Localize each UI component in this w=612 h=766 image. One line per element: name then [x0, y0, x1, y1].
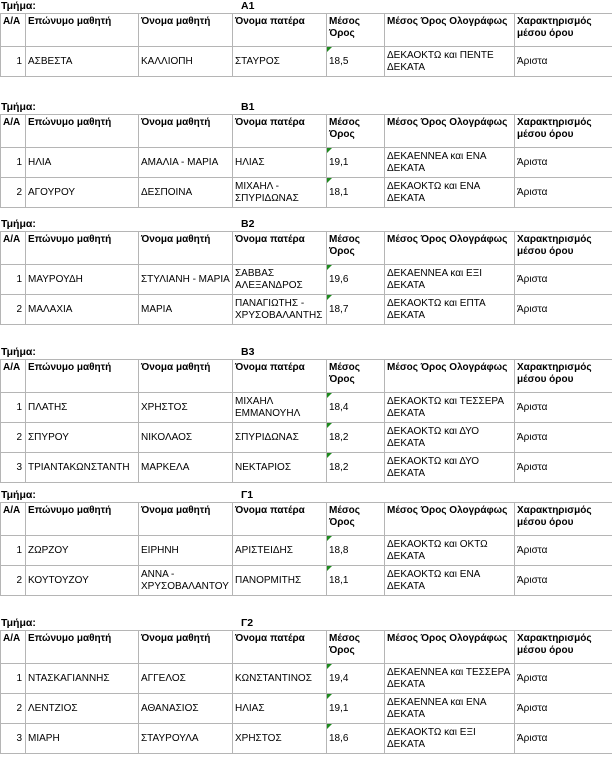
- header-row: [1, 631, 612, 664]
- header-col-avg-words: Μέσος Όρος Ολογράφως: [385, 14, 515, 47]
- col-name-cell: ΔΕΣΠΟΙΝΑ: [139, 178, 233, 208]
- col-father-cell: ΣΠΥΡΙΔΩΝΑΣ: [233, 423, 327, 453]
- col-father-cell: ΗΛΙΑΣ: [233, 148, 327, 178]
- table-row: [1, 566, 612, 596]
- col-father-cell: ΠΑΝΑΓΙΩΤΗΣ - ΧΡΥΣΟΒΑΛΑΝΤΗΣ: [233, 295, 327, 325]
- col-avg-cell: 18,7: [327, 295, 385, 325]
- col-avg-cell: 18,6: [327, 724, 385, 754]
- header-row: [1, 360, 612, 393]
- col-avg-words-cell: ΔΕΚΑΟΚΤΩ και ΔΥΟ ΔΕΚΑΤΑ: [385, 453, 515, 483]
- table-row: [1, 664, 612, 694]
- header-col-grade: Χαρακτηρισμός μέσου όρου: [515, 232, 612, 265]
- section-name: Γ2: [241, 617, 254, 629]
- col-grade-cell: Άριστα: [515, 47, 612, 77]
- section-label: Τμήμα:: [1, 617, 36, 629]
- students-table: [0, 359, 612, 483]
- col-avg-words-cell: ΔΕΚΑΕΝΝΕΑ και ΕΞΙ ΔΕΚΑΤΑ: [385, 265, 515, 295]
- section-b3: [0, 346, 612, 483]
- header-col-avg: Μέσος Όρος: [327, 631, 385, 664]
- col-surname-cell: ΝΤΑΣΚΑΓΙΑΝΝΗΣ: [26, 664, 139, 694]
- header-col-name: Όνομα μαθητή: [139, 360, 233, 393]
- section-title-bar: [0, 0, 612, 13]
- header-row: [1, 503, 612, 536]
- col-aa-cell: 3: [1, 724, 26, 754]
- col-father-cell: ΣΑΒΒΑΣ ΑΛΕΞΑΝΔΡΟΣ: [233, 265, 327, 295]
- section-title-bar: [0, 346, 612, 359]
- col-avg-cell: 19,6: [327, 265, 385, 295]
- col-father-cell: ΣΤΑΥΡΟΣ: [233, 47, 327, 77]
- col-surname-cell: ΗΛΙΑ: [26, 148, 139, 178]
- col-surname-cell: ΜΙΑΡΗ: [26, 724, 139, 754]
- col-avg-words-cell: ΔΕΚΑΟΚΤΩ και ΠΕΝΤΕ ΔΕΚΑΤΑ: [385, 47, 515, 77]
- col-avg-words-cell: ΔΕΚΑΟΚΤΩ και ΕΝΑ ΔΕΚΑΤΑ: [385, 566, 515, 596]
- header-col-avg-words: Μέσος Όρος Ολογράφως: [385, 631, 515, 664]
- col-father-cell: ΠΑΝΟΡΜΙΤΗΣ: [233, 566, 327, 596]
- students-table: [0, 13, 612, 77]
- table-row: [1, 178, 612, 208]
- students-table: [0, 502, 612, 596]
- col-surname-cell: ΠΛΑΤΗΣ: [26, 393, 139, 423]
- col-surname-cell: ΜΑΛΑΧΙΑ: [26, 295, 139, 325]
- header-col-father: Όνομα πατέρα: [233, 503, 327, 536]
- col-surname-cell: ΑΓΟΥΡΟΥ: [26, 178, 139, 208]
- section-label: Τμήμα:: [1, 346, 36, 358]
- table-row: [1, 536, 612, 566]
- header-col-surname: Επώνυμο μαθητή: [26, 631, 139, 664]
- section-g2: [0, 617, 612, 754]
- section-name: Β1: [241, 101, 255, 113]
- col-name-cell: ΕΙΡΗΝΗ: [139, 536, 233, 566]
- col-avg-cell: 18,2: [327, 453, 385, 483]
- header-col-father: Όνομα πατέρα: [233, 115, 327, 148]
- col-avg-cell: 19,4: [327, 664, 385, 694]
- header-col-aa: Α/Α: [1, 14, 26, 47]
- col-avg-words-cell: ΔΕΚΑΟΚΤΩ και ΕΞΙ ΔΕΚΑΤΑ: [385, 724, 515, 754]
- col-aa-cell: 2: [1, 423, 26, 453]
- col-aa-cell: 1: [1, 47, 26, 77]
- col-surname-cell: ΤΡΙΑΝΤΑΚΩΝΣΤΑΝΤΗ: [26, 453, 139, 483]
- col-name-cell: ΑΓΓΕΛΟΣ: [139, 664, 233, 694]
- section-title-bar: [0, 101, 612, 114]
- col-father-cell: ΜΙΧΑΗΛ ΕΜΜΑΝΟΥΗΛ: [233, 393, 327, 423]
- table-row: [1, 694, 612, 724]
- section-label: Τμήμα:: [1, 489, 36, 501]
- col-avg-cell: 19,1: [327, 694, 385, 724]
- header-col-grade: Χαρακτηρισμός μέσου όρου: [515, 503, 612, 536]
- col-grade-cell: Άριστα: [515, 265, 612, 295]
- col-grade-cell: Άριστα: [515, 148, 612, 178]
- section-b2: [0, 218, 612, 325]
- col-surname-cell: ΑΣΒΕΣΤΑ: [26, 47, 139, 77]
- col-grade-cell: Άριστα: [515, 423, 612, 453]
- header-col-father: Όνομα πατέρα: [233, 232, 327, 265]
- header-col-name: Όνομα μαθητή: [139, 503, 233, 536]
- section-label: Τμήμα:: [1, 101, 36, 113]
- col-avg-words-cell: ΔΕΚΑΟΚΤΩ και ΟΚΤΩ ΔΕΚΑΤΑ: [385, 536, 515, 566]
- col-name-cell: ΑΜΑΛΙΑ - ΜΑΡΙΑ: [139, 148, 233, 178]
- col-father-cell: ΚΩΝΣΤΑΝΤΙΝΟΣ: [233, 664, 327, 694]
- col-father-cell: ΝΕΚΤΑΡΙΟΣ: [233, 453, 327, 483]
- table-row: [1, 47, 612, 77]
- col-avg-words-cell: ΔΕΚΑΕΝΝΕΑ και ΕΝΑ ΔΕΚΑΤΑ: [385, 148, 515, 178]
- table-row: [1, 265, 612, 295]
- col-avg-words-cell: ΔΕΚΑΕΝΝΕΑ και ΤΕΣΣΕΡΑ ΔΕΚΑΤΑ: [385, 664, 515, 694]
- header-col-surname: Επώνυμο μαθητή: [26, 360, 139, 393]
- col-name-cell: ΜΑΡΚΕΛΑ: [139, 453, 233, 483]
- col-aa-cell: 1: [1, 664, 26, 694]
- table-row: [1, 423, 612, 453]
- header-col-surname: Επώνυμο μαθητή: [26, 14, 139, 47]
- header-row: [1, 14, 612, 47]
- col-aa-cell: 1: [1, 148, 26, 178]
- col-avg-cell: 18,8: [327, 536, 385, 566]
- col-grade-cell: Άριστα: [515, 393, 612, 423]
- header-col-grade: Χαρακτηρισμός μέσου όρου: [515, 360, 612, 393]
- col-name-cell: ΑΝΝΑ - ΧΡΥΣΟΒΑΛΑΝΤΟΥ: [139, 566, 233, 596]
- students-table: [0, 231, 612, 325]
- col-father-cell: ΑΡΙΣΤΕΙΔΗΣ: [233, 536, 327, 566]
- col-grade-cell: Άριστα: [515, 664, 612, 694]
- section-title-bar: [0, 218, 612, 231]
- header-col-avg-words: Μέσος Όρος Ολογράφως: [385, 232, 515, 265]
- header-col-name: Όνομα μαθητή: [139, 115, 233, 148]
- header-col-avg: Μέσος Όρος: [327, 14, 385, 47]
- col-aa-cell: 1: [1, 393, 26, 423]
- header-col-aa: Α/Α: [1, 232, 26, 265]
- header-col-avg-words: Μέσος Όρος Ολογράφως: [385, 115, 515, 148]
- header-col-grade: Χαρακτηρισμός μέσου όρου: [515, 115, 612, 148]
- section-name: Γ1: [241, 489, 254, 501]
- section-title-bar: [0, 617, 612, 630]
- col-surname-cell: ΛΕΝΤΖΙΟΣ: [26, 694, 139, 724]
- section-a1: [0, 0, 612, 77]
- students-table: [0, 114, 612, 208]
- header-col-avg: Μέσος Όρος: [327, 232, 385, 265]
- table-row: [1, 453, 612, 483]
- col-father-cell: ΜΙΧΑΗΛ - ΣΠΥΡΙΔΩΝΑΣ: [233, 178, 327, 208]
- col-avg-cell: 18,1: [327, 566, 385, 596]
- col-avg-cell: 19,1: [327, 148, 385, 178]
- col-avg-words-cell: ΔΕΚΑΕΝΝΕΑ και ΕΝΑ ΔΕΚΑΤΑ: [385, 694, 515, 724]
- col-surname-cell: ΣΠΥΡΟΥ: [26, 423, 139, 453]
- header-col-aa: Α/Α: [1, 115, 26, 148]
- col-avg-words-cell: ΔΕΚΑΟΚΤΩ και ΕΠΤΑ ΔΕΚΑΤΑ: [385, 295, 515, 325]
- col-aa-cell: 3: [1, 453, 26, 483]
- col-grade-cell: Άριστα: [515, 453, 612, 483]
- col-avg-words-cell: ΔΕΚΑΟΚΤΩ και ΔΥΟ ΔΕΚΑΤΑ: [385, 423, 515, 453]
- table-row: [1, 393, 612, 423]
- col-name-cell: ΜΑΡΙΑ: [139, 295, 233, 325]
- section-label: Τμήμα:: [1, 0, 36, 12]
- table-row: [1, 724, 612, 754]
- header-col-name: Όνομα μαθητή: [139, 232, 233, 265]
- section-g1: [0, 489, 612, 596]
- section-name: Β2: [241, 218, 255, 230]
- col-name-cell: ΧΡΗΣΤΟΣ: [139, 393, 233, 423]
- col-avg-words-cell: ΔΕΚΑΟΚΤΩ και ΕΝΑ ΔΕΚΑΤΑ: [385, 178, 515, 208]
- col-surname-cell: ΚΟΥΤΟΥΖΟΥ: [26, 566, 139, 596]
- header-col-father: Όνομα πατέρα: [233, 631, 327, 664]
- col-aa-cell: 1: [1, 265, 26, 295]
- col-avg-cell: 18,5: [327, 47, 385, 77]
- header-row: [1, 115, 612, 148]
- col-grade-cell: Άριστα: [515, 566, 612, 596]
- section-title-bar: [0, 489, 612, 502]
- header-col-avg: Μέσος Όρος: [327, 360, 385, 393]
- col-aa-cell: 2: [1, 178, 26, 208]
- header-col-surname: Επώνυμο μαθητή: [26, 503, 139, 536]
- col-aa-cell: 2: [1, 566, 26, 596]
- section-name: Β3: [241, 346, 255, 358]
- header-col-avg-words: Μέσος Όρος Ολογράφως: [385, 503, 515, 536]
- col-grade-cell: Άριστα: [515, 536, 612, 566]
- col-surname-cell: ΜΑΥΡΟΥΔΗ: [26, 265, 139, 295]
- col-aa-cell: 2: [1, 694, 26, 724]
- col-father-cell: ΗΛΙΑΣ: [233, 694, 327, 724]
- header-col-avg: Μέσος Όρος: [327, 115, 385, 148]
- col-surname-cell: ΖΩΡΖΟΥ: [26, 536, 139, 566]
- header-col-father: Όνομα πατέρα: [233, 14, 327, 47]
- header-col-avg: Μέσος Όρος: [327, 503, 385, 536]
- col-name-cell: ΣΤΑΥΡΟΥΛΑ: [139, 724, 233, 754]
- section-label: Τμήμα:: [1, 218, 36, 230]
- header-col-aa: Α/Α: [1, 360, 26, 393]
- table-row: [1, 148, 612, 178]
- col-grade-cell: Άριστα: [515, 694, 612, 724]
- header-col-name: Όνομα μαθητή: [139, 631, 233, 664]
- col-name-cell: ΝΙΚΟΛΑΟΣ: [139, 423, 233, 453]
- header-col-aa: Α/Α: [1, 503, 26, 536]
- section-name: Α1: [241, 0, 255, 12]
- header-col-surname: Επώνυμο μαθητή: [26, 115, 139, 148]
- section-b1: [0, 101, 612, 208]
- header-row: [1, 232, 612, 265]
- col-avg-cell: 18,1: [327, 178, 385, 208]
- col-name-cell: ΑΘΑΝΑΣΙΟΣ: [139, 694, 233, 724]
- table-row: [1, 295, 612, 325]
- col-name-cell: ΣΤΥΛΙΑΝΗ - ΜΑΡΙΑ: [139, 265, 233, 295]
- col-avg-cell: 18,2: [327, 423, 385, 453]
- col-name-cell: ΚΑΛΛΙΟΠΗ: [139, 47, 233, 77]
- col-avg-words-cell: ΔΕΚΑΟΚΤΩ και ΤΕΣΣΕΡΑ ΔΕΚΑΤΑ: [385, 393, 515, 423]
- header-col-grade: Χαρακτηρισμός μέσου όρου: [515, 631, 612, 664]
- col-aa-cell: 2: [1, 295, 26, 325]
- col-father-cell: ΧΡΗΣΤΟΣ: [233, 724, 327, 754]
- header-col-aa: Α/Α: [1, 631, 26, 664]
- students-table: [0, 630, 612, 754]
- header-col-father: Όνομα πατέρα: [233, 360, 327, 393]
- header-col-surname: Επώνυμο μαθητή: [26, 232, 139, 265]
- header-col-avg-words: Μέσος Όρος Ολογράφως: [385, 360, 515, 393]
- col-aa-cell: 1: [1, 536, 26, 566]
- header-col-name: Όνομα μαθητή: [139, 14, 233, 47]
- col-grade-cell: Άριστα: [515, 724, 612, 754]
- header-col-grade: Χαρακτηρισμός μέσου όρου: [515, 14, 612, 47]
- col-avg-cell: 18,4: [327, 393, 385, 423]
- col-grade-cell: Άριστα: [515, 178, 612, 208]
- col-grade-cell: Άριστα: [515, 295, 612, 325]
